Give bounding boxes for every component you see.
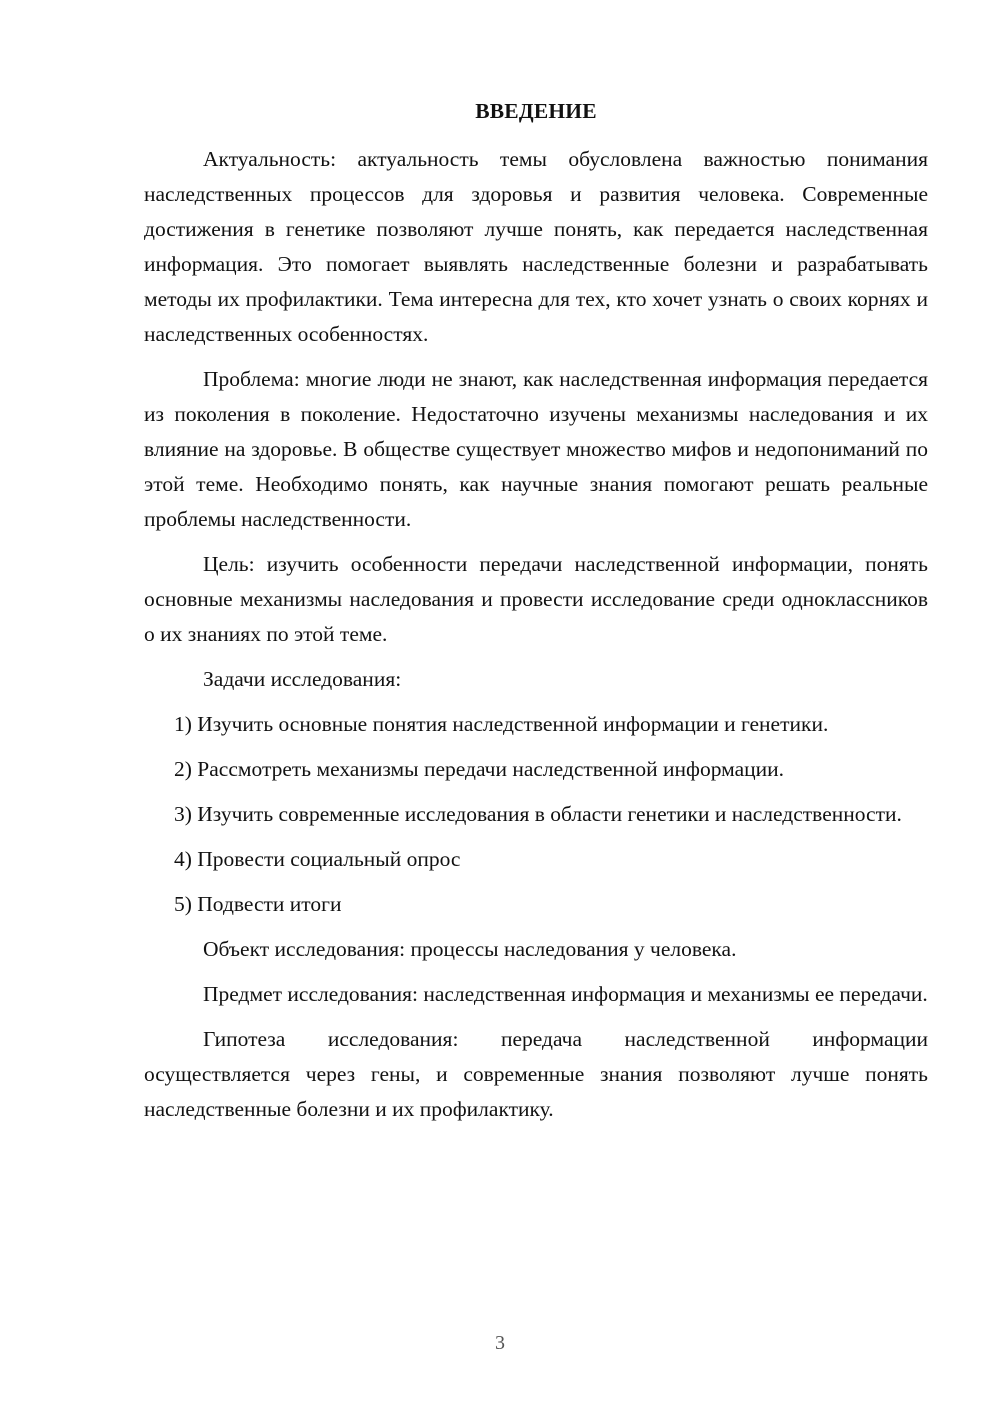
goal-paragraph: Цель: изучить особенности передачи наследственной информации, понять основные механизмы наследования и провести исследование среди одноклассников о их знаниях по этой теме. [144,552,928,646]
problem-paragraph: Проблема: многие люди не знают, как наследственная информация передается из поколения в поколение. Недостаточно изучены механизмы наследования и их влияние на здоровье. В обществе существует множество мифов и недопониманий по этой теме. Необходимо понять, как научные знания помогают решать реальные проблемы наследственности. [144,367,928,531]
task-item: 2) Рассмотреть механизмы передачи наследственной информации. [174,757,785,781]
page-content [144,94,928,1137]
section-title: ВВЕДЕНИЕ [475,99,597,123]
task-item: 1) Изучить основные понятия наследственной информации и генетики. [174,712,829,736]
hypothesis-paragraph: Гипотеза исследования: передача наследственной информации осуществляется через гены, и современные знания позволяют лучше понять наследственные болезни и их профилактику. [144,1027,928,1121]
task-item: 3) Изучить современные исследования в области генетики и наследственности. [174,802,902,826]
task-item: 4) Провести социальный опрос [174,847,461,871]
task-item: 5) Подвести итоги [174,892,342,916]
tasks-heading: Задачи исследования: [203,667,402,691]
page-number: 3 [495,1332,505,1354]
object-paragraph: Объект исследования: процессы наследования у человека. [203,937,737,961]
relevance-paragraph: Актуальность: актуальность темы обусловлена важностью понимания наследственных процессов для здоровья и развития человека. Современные достижения в генетике позволяют лучше понять, как передается наследственная информация. Это помогает выявлять наследственные болезни и разрабатывать методы их профилактики. Тема интересна для тех, кто хочет узнать о своих корнях и наследственных особенностях. [144,147,928,346]
subject-paragraph: Предмет исследования: наследственная информация и механизмы ее передачи. [203,982,928,1006]
